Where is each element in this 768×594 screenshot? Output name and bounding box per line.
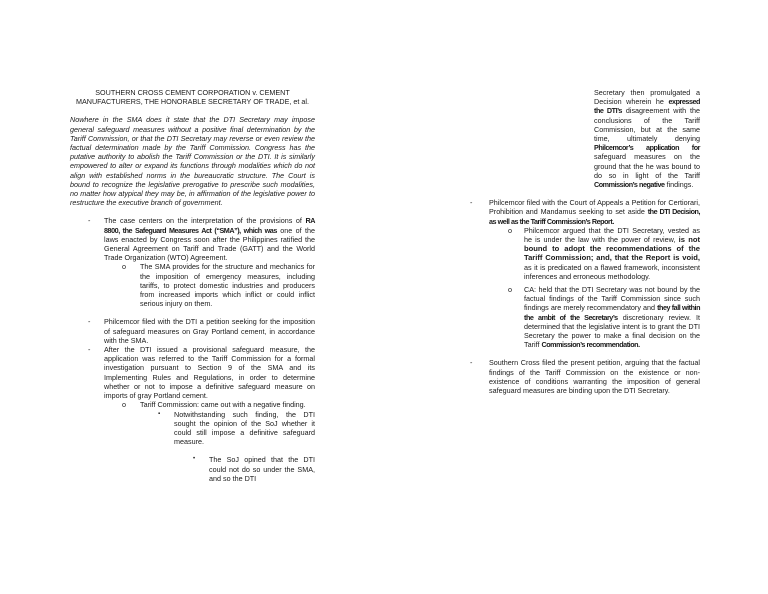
circle-bullet: o	[122, 400, 126, 410]
list-item	[470, 198, 700, 226]
paragraph-text: Philcemcor argued that the DTI Secretary, vested as he is under the law with the power of review,	[524, 225, 700, 245]
list-item	[70, 345, 315, 400]
paragraph-text: Secretary then promulgated a Decision wherein he	[594, 88, 700, 107]
dash-bullet: -	[88, 216, 91, 226]
paragraph-text: Philcemcor filed with the Court of Appeals a Petition for Certiorari, Prohibition and Mandamus seeking to set aside	[489, 198, 700, 217]
circle-bullet: o	[122, 262, 126, 272]
continued-paragraph	[470, 88, 700, 189]
list-item	[70, 400, 315, 409]
bold-text: is not bound to adopt the recommendations of the Tariff Commission; and, that the Report is void,	[524, 235, 700, 263]
square-bullet: ▪	[158, 410, 161, 417]
list-item	[70, 317, 315, 345]
left-column	[70, 88, 315, 483]
dash-bullet: -	[470, 198, 473, 208]
paragraph-text: After the DTI issued a provisional safeguard measure, the application was referred to the Tariff Commission for a formal investigation pursuant to Section 9 of the SMA and its Implementing Rules and Regulations, in order to determine whether or not to impose a definitive safeguard measure on imports of gray Portland cement.	[104, 345, 315, 401]
list-item	[70, 455, 315, 483]
paragraph-text: discretionary review. It determined that the legislative intent is to grant the DTI Secretary the power to make a final decision on the Tariff	[524, 312, 701, 350]
dash-bullet: -	[470, 358, 473, 368]
list-item	[70, 262, 315, 308]
paragraph-text: Tariff Commission: came out with a negative finding.	[140, 400, 306, 410]
case-summary: Nowhere in the SMA does it state that the DTI Secretary may impose general safeguard measures without a positive final determination by the Tariff Commission, or that the DTI Secretary may reverse or even review the factual determination made by the Tariff Commission. Congress has the putative authority to abolish the Tariff Commission or the DTI. It is similarly empowered to alter or expand its functions through modalities which do not align with established norms in the bureaucratic structure. The Court is bound to recognize the legislative prerogative to prescribe such modalities, no matter how atypical they may be, in affirmation of the legislative power to restructure the executive branch of government.	[70, 115, 315, 208]
dash-bullet: -	[88, 345, 91, 355]
emphasized-text: RA 8800, the Safeguard Measures Act (“SMA”), which was	[104, 216, 316, 235]
paragraph-text: The case centers on the interpretation of the provisions of	[104, 216, 302, 226]
paragraph-text: Notwithstanding such finding, the DTI sought the opinion of the SoJ whether it could still impose a definitive safeguard measure.	[174, 409, 315, 447]
emphasized-text: Commission’s recommendation.	[541, 340, 640, 350]
right-column	[470, 88, 700, 395]
paragraph-text: as it is predicated on a flawed framework, inconsistent inferences and erroneous methodology.	[524, 262, 700, 281]
list-item	[70, 410, 315, 447]
circle-bullet: o	[508, 285, 512, 295]
paragraph-text: findings.	[666, 180, 694, 190]
list-item	[470, 285, 700, 349]
list-item	[470, 226, 700, 281]
emphasized-text: they fall within the ambit of the Secretary’s	[524, 303, 701, 322]
paragraph-text: disagreement with the conclusions of the Tariff Commission, but at the same time, ultimately denying	[594, 106, 700, 144]
circle-bullet: o	[508, 225, 512, 235]
paragraph-text: The SoJ opined that the DTI could not do so under the SMA, and so the DTI	[209, 455, 315, 483]
emphasized-text: Philcemcor’s application for	[594, 143, 700, 153]
dash-bullet: -	[88, 317, 91, 327]
case-title: SOUTHERN CROSS CEMENT CORPORATION v. CEMENT MANUFACTURERS, THE HONORABLE SECRETARY OF TRADE, et al.	[76, 88, 309, 107]
paragraph-text: CA: held that the DTI Secretary was not bound by the factual findings of the Tariff Commission since such findings are merely recommendatory and	[524, 285, 700, 313]
paragraph-text: one of the laws enacted by Congress soon after the Philippines ratified the General Agreement on Tariff and Trade (GATT) and the World Trade Organization (WTO) Agreement.	[104, 225, 315, 263]
emphasized-text: expressed the DTI’s	[594, 97, 700, 116]
list-item	[70, 216, 315, 262]
emphasized-text: the DTI Decision, as well as the Tariff Commission’s Report.	[489, 207, 700, 226]
list-item	[470, 358, 700, 395]
paragraph-text: safeguard measures on the ground that the he was bound to do so in light of the Tariff	[594, 152, 700, 180]
paragraph-text: Philcemcor filed with the DTI a petition seeking for the imposition of safeguard measures on Gray Portland cement, in accordance with the SMA.	[104, 317, 315, 345]
paragraph-text: The SMA provides for the structure and mechanics for the imposition of emergency measures, including tariffs, to protect domestic industries and producers from increased imports which inflict or could inflict serious injury on them.	[140, 262, 315, 309]
emphasized-text: Commission’s negative	[594, 180, 665, 190]
dot-bullet: •	[193, 456, 196, 463]
paragraph-text: Southern Cross filed the present petition, arguing that the factual findings of the Tariff Commission on the existence or non-existence of conditions warranting the imposition of general safeguard measures are binding upon the DTI Secretary.	[489, 358, 700, 396]
